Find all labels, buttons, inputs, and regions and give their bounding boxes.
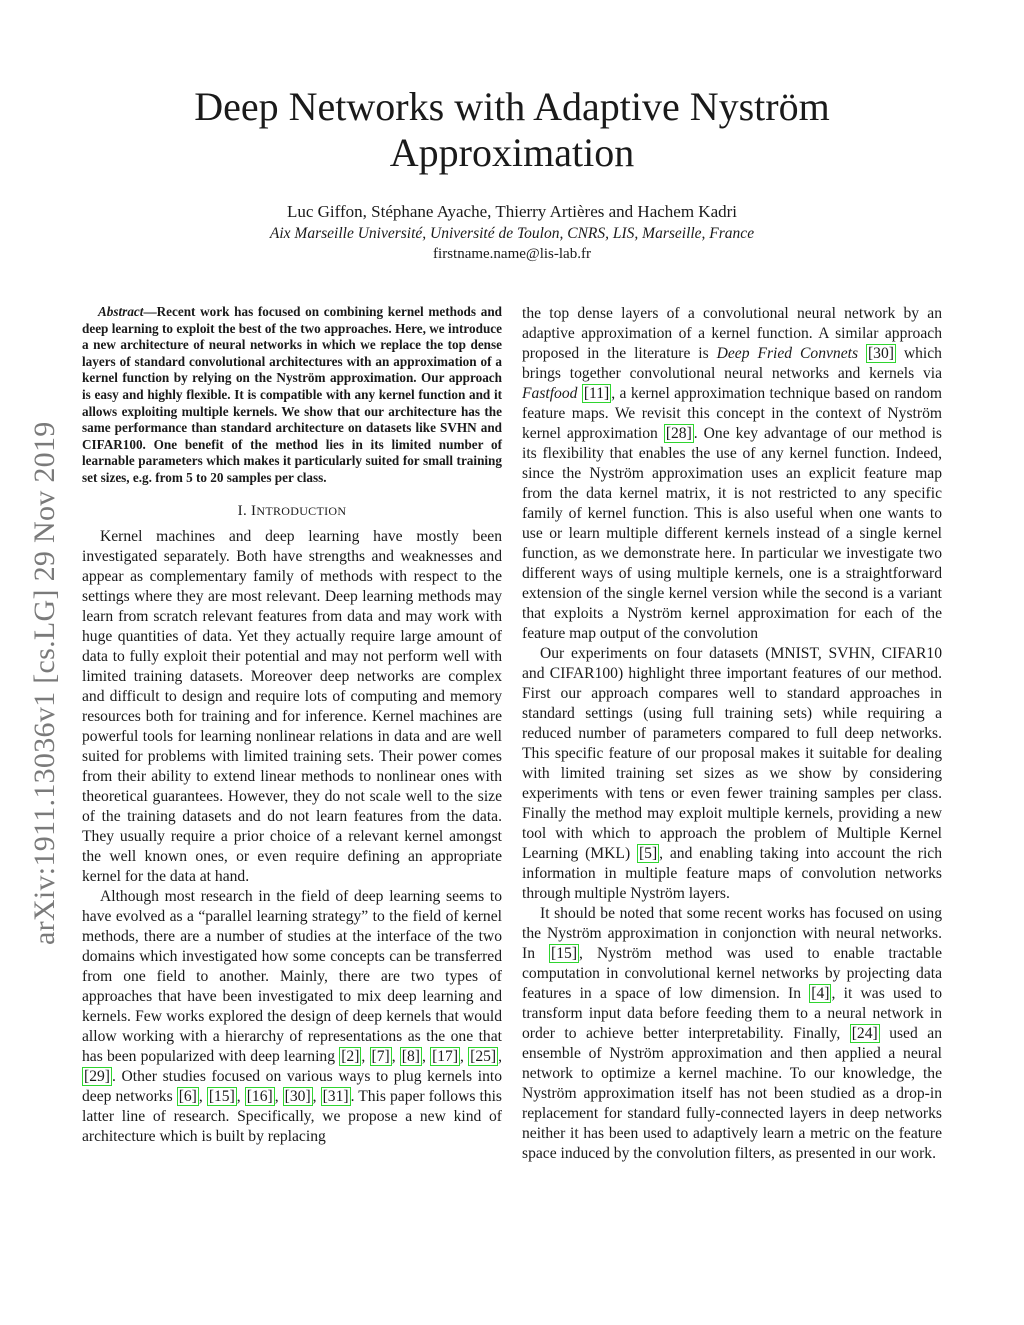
- fastfood-term: Fastfood: [522, 385, 578, 402]
- text-run: Our experiments on four datasets (MNIST, SVHN, CIFAR10 and CIFAR100) highlight three important features of our method. First our approach compares well to standard approaches in standard settings (using full training sets) while requiring a reduced number of parameters compared to full deep networks. This specific feature of our proposal makes it suitable for dealing with limited training set sizes as we show by considering experiments with tens or even fewer training samples per class. Finally the method may exploit multiple kernels, providing a new tool with which to approach the problem of Multiple Kernel Learning (MKL): [522, 645, 942, 862]
- text-run: . This paper follows this latter line of research. Specifically, we propose a new kind of architecture which is built by replacing: [82, 1087, 502, 1145]
- paper-title: [100, 84, 924, 176]
- citation-link[interactable]: [11]: [583, 385, 610, 402]
- abstract-text: —Recent work has focused on combining kernel methods and deep learning to exploit the best of the two approaches. Here, we introduce a new architecture of neural networks in which we replace the top dense layers of standard convolutional architectures with an approximation of a kernel function by relying on the Nyström approximation. Our approach is easy and highly flexible. It is compatible with any kernel function and it allows exploiting multiple kernels. We show that our architecture has the same performance than standard architecture on datasets like SVHN and CIFAR100. One benefit of the method lies in its limited number of learnable parameters which makes it particularly suited for small training set sizes, e.g. from 5 to 20 samples per class.: [82, 304, 502, 485]
- citation-link[interactable]: [28]: [665, 425, 692, 442]
- intro-paragraph-3: [522, 304, 942, 644]
- citation-link[interactable]: [25]: [470, 1047, 497, 1065]
- citation-link[interactable]: [29]: [84, 1067, 110, 1085]
- citation-link[interactable]: [4]: [811, 985, 830, 1002]
- citation-link[interactable]: [24]: [851, 1025, 878, 1042]
- arxiv-identifier-stamp: arXiv:1911.13036v1 [cs.LG] 29 Nov 2019: [28, 421, 61, 945]
- text-run: . Other studies focused on various ways to plug kernels into deep networks: [82, 1067, 502, 1105]
- left-column: [82, 304, 502, 1147]
- intro-paragraph-5: [522, 904, 942, 1164]
- citation-link[interactable]: [5]: [638, 845, 658, 862]
- citation-link[interactable]: [30]: [867, 345, 894, 362]
- text-run: used an ensemble of Nyström approximation and then applied a neural network to optimize a kernel machine. To our knowledge, the Nyström approximation itself has not been studied as a drop-in replacement for standard fully-connected layers in deep networks neither it has been used to adaptively learn a metric on the feature space induced by the convolution filters, as presented in our work.: [522, 1025, 942, 1162]
- text-run: It should be noted that some recent works has focused on using the Nyström approximation in conjonction with neural networks. In: [522, 905, 942, 962]
- text-run: , Nyström method was used to enable tractable computation in convolutional kernel networks by projecting data features in a space of low dimension. In: [522, 945, 942, 1002]
- citation-link[interactable]: [15]: [208, 1087, 235, 1105]
- abstract: [82, 304, 502, 487]
- citation-link[interactable]: [17]: [432, 1047, 459, 1065]
- section-heading-introduction: [82, 501, 502, 521]
- citation-link[interactable]: [31]: [322, 1087, 349, 1105]
- title-line-1: Deep Networks with Adaptive Nyström: [194, 84, 830, 129]
- intro-paragraph-2: Although most research in the field of deep learning seems to have evolved as a “parallel learning strategy” to the field of kernel methods, there are a number of studies at the interface of the two domains which investigated how some concepts can be transferred from one field to another. Mainly, there are two types of approaches that have been investigated to mix deep learning and kernels. Few works explored the design of deep kernels that would allow working with a hierarchy of representations as the one that has been popularized with deep learning [2] , [7] , [8] , [17] , [25] , [29] . Other studies focused on various ways to plug kernels into deep networks [6] , [15] , [16] , [30] , [31] . This paper follows this latter line of research. Specifically, we propose a new kind of architecture which is built by replacing: [82, 887, 503, 1145]
- citation-link[interactable]: [15]: [551, 945, 578, 962]
- affiliation: Aix Marseille Université, Université de Toulon, CNRS, LIS, Marseille, France: [269, 225, 755, 242]
- title-line-2: Approximation: [389, 130, 635, 175]
- right-column: [522, 304, 942, 1164]
- citation-link[interactable]: [8]: [401, 1047, 420, 1065]
- text-run: which brings together convolutional neural networks and kernels via: [522, 345, 942, 382]
- citation-link[interactable]: [30]: [284, 1087, 311, 1105]
- text-run: , a kernel approximation technique based on random feature maps. We revisit this concept in the context of Nyström kernel approximation: [522, 385, 942, 442]
- citation-link[interactable]: [16]: [246, 1087, 273, 1105]
- section-numeral: I. I: [237, 502, 257, 519]
- authors: Luc Giffon, Stéphane Ayache, Thierry Artières and Hachem Kadri: [286, 202, 738, 221]
- text-run: the top dense layers of a convolutional neural network by an adaptive approximation of a kernel function. A similar approach proposed in the literature is: [522, 305, 942, 362]
- abstract-label: Abstract: [98, 304, 144, 319]
- section-name: NTRODUCTION: [256, 503, 347, 518]
- text-run: , it was used to transform input data before feeding them to a neural network in order to achieve better interpretability. Finally,: [522, 985, 942, 1042]
- deep-fried-convnets-term: Deep Fried Convnets: [716, 345, 859, 362]
- citation-link[interactable]: [2]: [341, 1047, 360, 1065]
- intro-paragraph-1: Kernel machines and deep learning have mostly been investigated separately. Both have strengths and weaknesses and appear as complementary family of methods with respect to the settings where they are most relevant. Deep learning methods may learn from scratch relevant features from data and may work with huge quantities of data. Yet they actually require large amount of data to fully exploit their potential and may not perform well with limited training datasets. Moreover deep networks are complex and difficult to design and require lots of computing and memory resources both for training and for inference. Kernel machines are powerful tools for learning nonlinear relations in data and are well suited for problems with limited training sets. Their power comes from their ability to extend linear methods to nonlinear ones with theoretical guarantees. However, they do not scale well to the size of the training datasets and do not learn features from the data. They usually require a prior choice of a relevant kernel amongst the well known ones, or even require defining an appropriate kernel for the data at hand.: [82, 527, 502, 885]
- intro-paragraph-4: [522, 644, 942, 904]
- citation-link[interactable]: [6]: [178, 1087, 197, 1105]
- contact-email: firstname.name@lis-lab.fr: [433, 246, 591, 262]
- text-run: Although most research in the field of deep learning seems to have evolved as a “parallel learning strategy” to the field of kernel methods, there are a number of studies at the interface of the two domains which investigated how some concepts can be transferred from one field to another. Mainly, there are two types of approaches that have been investigated to mix deep learning and kernels. Few works explored the design of deep kernels that would allow working with a hierarchy of representations as the one that has been popularized with deep learning: [82, 887, 502, 1065]
- text-run: . One key advantage of our method is its flexibility that enables the use of any kernel function. Indeed, since the Nyström approximation uses an explicit feature map from the data kernel matrix, it is not restricted to any specific family of kernel function. This is also useful when one wants to use or learn multiple different kernels instead of a single kernel function, as we demonstrate here. In particular we investigate two different ways of using multiple kernels, one is a straightforward extension of the single kernel version while the second is a variant that exploits a Nyström kernel approximation for each of the feature map output of the convolution: [522, 425, 942, 642]
- citation-link[interactable]: [7]: [371, 1047, 390, 1065]
- text-run: , and enabling taking into account the rich information in multiple feature maps of convolution networks through multiple Nyström layers.: [522, 845, 942, 902]
